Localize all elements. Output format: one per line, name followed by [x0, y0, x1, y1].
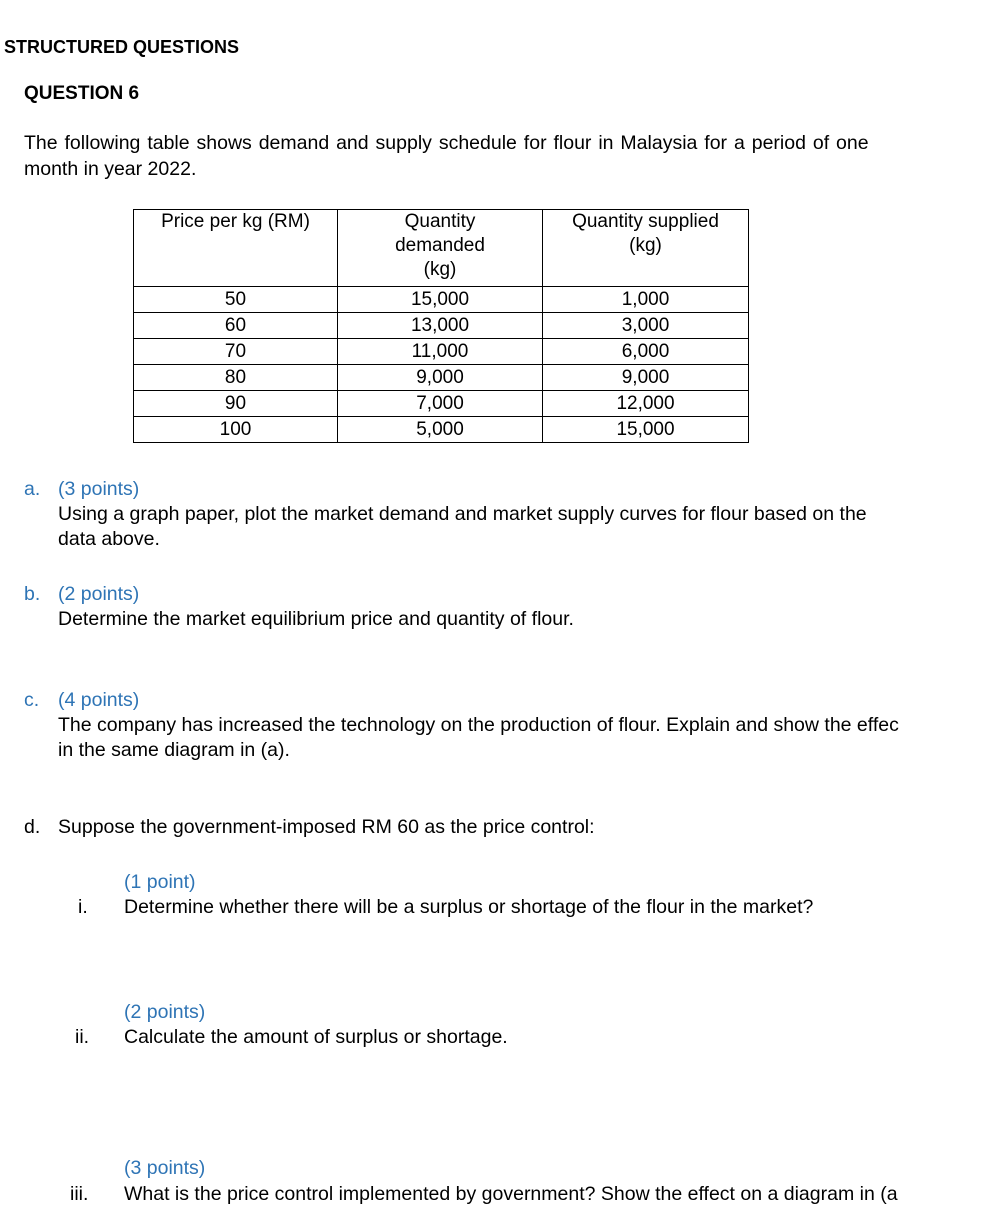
- header-qs-line-2: (kg): [629, 235, 662, 256]
- cell-price: 90: [134, 391, 338, 417]
- section-title: STRUCTURED QUESTIONS: [4, 37, 240, 57]
- question-title: QUESTION 6: [24, 83, 140, 104]
- cell-quantity-supplied: 9,000: [543, 365, 749, 391]
- cell-quantity-demanded: 5,000: [338, 417, 543, 443]
- question-d-ii-marker: ii.: [75, 1026, 90, 1048]
- table-row: [134, 287, 749, 313]
- cell-quantity-demanded: 7,000: [338, 391, 543, 417]
- table-header-row: [134, 210, 749, 287]
- question-d-iii-points: (3 points): [124, 1157, 206, 1179]
- header-qs-line-1: Quantity supplied: [572, 211, 719, 232]
- cell-price: 100: [134, 417, 338, 443]
- question-d-marker: d.: [24, 816, 41, 838]
- question-d-i-marker: i.: [78, 896, 88, 918]
- question-a-points: (3 points): [58, 478, 140, 500]
- cell-quantity-demanded: 9,000: [338, 365, 543, 391]
- table-row: [134, 417, 749, 443]
- cell-quantity-demanded: 15,000: [338, 287, 543, 313]
- header-qd-line-3: (kg): [423, 259, 457, 280]
- cell-price: 60: [134, 313, 338, 339]
- question-a-line-2: data above.: [58, 528, 160, 550]
- cell-quantity-supplied: 3,000: [543, 313, 749, 339]
- header-quantity-demanded: [338, 210, 543, 287]
- cell-quantity-demanded: 13,000: [338, 313, 543, 339]
- question-d-iii-marker: iii.: [70, 1183, 89, 1205]
- cell-price: 70: [134, 339, 338, 365]
- cell-quantity-supplied: 1,000: [543, 287, 749, 313]
- header-qd-line-1: Quantity: [404, 211, 476, 232]
- question-a-line-1: Using a graph paper, plot the market demand and market supply curves for flour based on the: [58, 503, 867, 525]
- question-d-i-points: (1 point): [124, 871, 196, 893]
- question-b-line-1: Determine the market equilibrium price and quantity of flour.: [58, 608, 574, 630]
- cell-price: 50: [134, 287, 338, 313]
- question-c-marker: c.: [24, 689, 40, 711]
- question-d-iii-text: What is the price control implemented by government? Show the effect on a diagram in (a: [124, 1183, 898, 1205]
- header-quantity-supplied: [543, 210, 749, 287]
- cell-price: 80: [134, 365, 338, 391]
- question-d-i-text: Determine whether there will be a surplus or shortage of the flour in the market?: [124, 896, 814, 918]
- question-a-marker: a.: [24, 478, 41, 500]
- header-qd-line-2: demanded: [395, 235, 485, 256]
- question-c-line-1: The company has increased the technology on the production of flour. Explain and show the effec: [58, 714, 899, 736]
- header-price: [134, 210, 338, 287]
- question-b-marker: b.: [24, 583, 41, 605]
- question-d-ii-text: Calculate the amount of surplus or shortage.: [124, 1026, 508, 1048]
- table-row: [134, 339, 749, 365]
- cell-quantity-supplied: 15,000: [543, 417, 749, 443]
- demand-supply-table: [133, 209, 749, 443]
- cell-quantity-supplied: 12,000: [543, 391, 749, 417]
- cell-quantity-demanded: 11,000: [338, 339, 543, 365]
- table-row: [134, 365, 749, 391]
- question-d-text: Suppose the government-imposed RM 60 as the price control:: [58, 816, 595, 838]
- table-row: [134, 391, 749, 417]
- question-c-points: (4 points): [58, 689, 140, 711]
- intro-line-1: The following table shows demand and supply schedule for flour in Malaysia for a period of one: [24, 132, 869, 154]
- header-price-label: Price per kg (RM): [161, 211, 310, 232]
- question-c-line-2: in the same diagram in (a).: [58, 739, 290, 761]
- question-b-points: (2 points): [58, 583, 140, 605]
- cell-quantity-supplied: 6,000: [543, 339, 749, 365]
- question-d-ii-points: (2 points): [124, 1001, 206, 1023]
- table-row: [134, 313, 749, 339]
- intro-line-2: month in year 2022.: [24, 158, 197, 180]
